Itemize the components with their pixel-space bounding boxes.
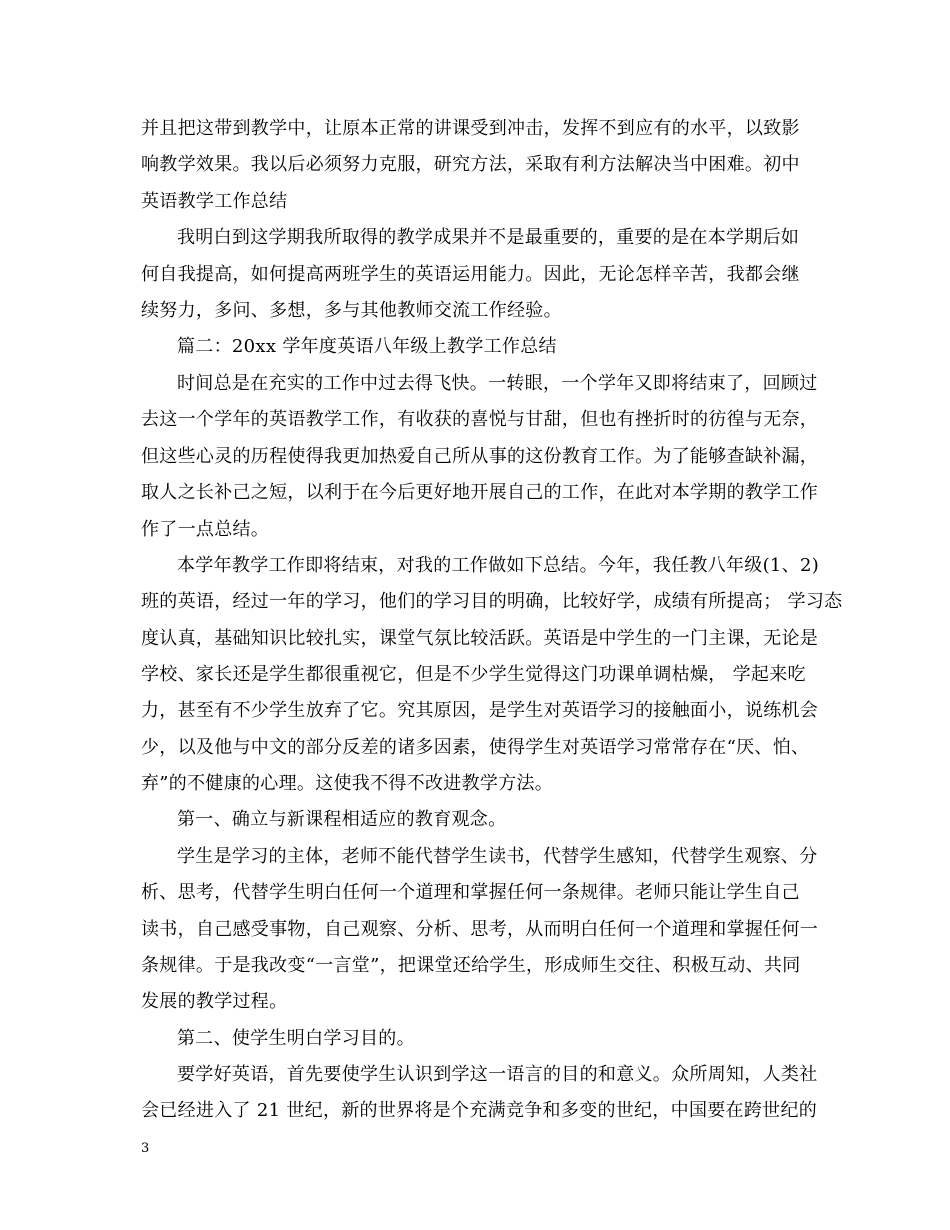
text-line: 但这些心灵的历程使得我更加热爱自己所从事的这份教育工作。为了能够查缺补漏， [141,446,819,467]
paragraph-first-line: 我明白到这学期我所取得的教学成果并不是最重要的，重要的是在本学期后如 [177,227,800,248]
text-line: 续努力，多问、多想，多与其他教师交流工作经验。 [141,300,562,321]
text-line: 响教学效果。我以后必须努力克服，研究方法，采取有利方法解决当中困难。初中 [141,154,800,175]
text-line: 条规律。于是我改变“一言堂”，把课堂还给学生，形成师生交往、积极互动、共同 [141,955,801,976]
text-line: 学校、家长还是学生都很重视它，但是不少学生觉得这门功课单调枯燥， 学起来吃 [141,664,806,685]
section-heading: 篇二：20xx 学年度英语八年级上教学工作总结 [177,336,557,357]
text-line: 作了一点总结。 [141,519,270,540]
subsection-heading: 第一、确立与新课程相适应的教育观念。 [177,809,507,830]
paragraph-first-line: 时间总是在充实的工作中过去得飞快。一转眼，一个学年又即将结束了，回顾过 [177,373,818,394]
text-line: 度认真，基础知识比较扎实，课堂气氛比较活跃。英语是中学生的一门主课，无论是 [141,628,819,649]
text-line: 读书，自己感受事物，自己观察、分析、思考，从而明白任何一个道理和掌握任何一 [141,919,819,940]
text-line: 取人之长补己之短，以利于在今后更好地开展自己的工作，在此对本学期的教学工作 [141,482,819,503]
paragraph-first-line: 学生是学习的主体，老师不能代替学生读书，代替学生感知，代替学生观察、分 [177,846,818,867]
text-line: 少，以及他与中文的部分反差的诸多因素，使得学生对英语学习常常存在“厌、怕、 [141,737,810,758]
text-line: 英语教学工作总结 [141,191,288,212]
text-line: 何自我提高，如何提高两班学生的英语运用能力。因此，无论怎样辛苦，我都会继 [141,264,800,285]
subsection-heading: 第二、使学生明白学习目的。 [177,1028,415,1049]
paragraph-first-line: 要学好英语，首先要使学生认识到学这一语言的目的和意义。众所周知，人类社 [177,1064,818,1085]
page-number: 3 [141,1141,150,1156]
paragraph-first-line: 本学年教学工作即将结束，对我的工作做如下总结。今年，我任教八年级(1、2) [177,555,820,576]
text-line: 力，甚至有不少学生放弃了它。究其原因，是学生对英语学习的接触面小，说练机会 [141,700,819,721]
text-line: 并且把这带到教学中，让原本正常的讲课受到冲击，发挥不到应有的水平，以致影 [141,118,800,139]
text-line: 班的英语，经过一年的学习，他们的学习目的明确，比较好学，成绩有所提高； 学习态 [141,591,843,612]
text-line: 析、思考，代替学生明白任何一个道理和掌握任何一条规律。老师只能让学生自己 [141,882,800,903]
text-line: 去这一个学年的英语教学工作，有收获的喜悦与甘甜，但也有挫折时的彷徨与无奈， [141,409,819,430]
text-line: 会已经进入了 21 世纪，新的世界将是个充满竞争和多变的世纪，中国要在跨世纪的 [141,1100,818,1121]
text-line: 弃”的不健康的心理。这使我不得不改进教学方法。 [141,773,554,794]
text-line: 发展的教学过程。 [141,991,288,1012]
